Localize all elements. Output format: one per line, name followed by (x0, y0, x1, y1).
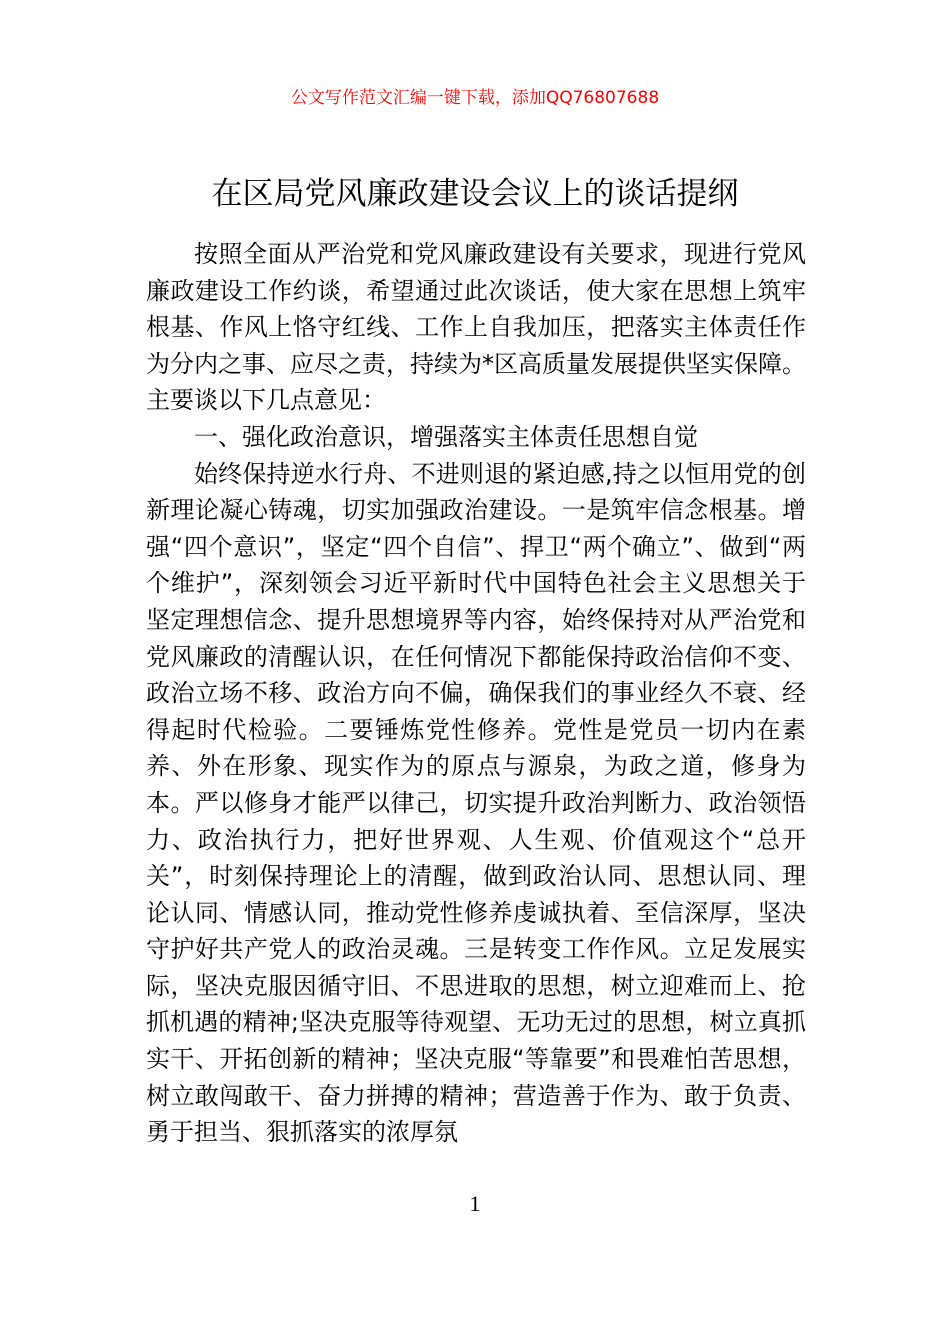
document-body (146, 236, 806, 1151)
download-notice: 公文写作范文汇编一键下载，添加QQ76807688 (290, 88, 660, 108)
section-heading: 一、强化政治意识，增强落实主体责任思想自觉 (194, 422, 698, 451)
body-paragraph: 始终保持逆水行舟、不进则退的紧迫感,持之以恒用党的创新理论凝心铸魂，切实加强政治建设。一是筑牢信念根基。增强“四个意识”，坚定“四个自信”、捍卫“两个确立”、做到“两个维护”，深刻领会习近平新时代中国特色社会主义思想关于坚定理想信念、提升思想境界等内容，始终保持对从严治党和党风廉政的清醒认识，在任何情况下都能保持政治信仰不变、政治立场不移、政治方向不偏，确保我们的事业经久不衰、经得起时代检验。二要锤炼党性修养。党性是党员一切内在素养、外在形象、现实作为的原点与源泉，为政之道，修身为本。严以修身才能严以律己，切实提升政治判断力、政治领悟力、政治执行力，把好世界观、人生观、价值观这个“总开关”，时刻保持理论上的清醒，做到政治认同、思想认同、理论认同、情感认同，推动党性修养虔诚执着、至信深厚，坚决守护好共产党人的政治灵魂。三是转变工作作风。立足发展实际，坚决克服因循守旧、不思进取的思想，树立迎难而上、抢抓机遇的精神;坚决克服等待观望、无功无过的思想，树立真抓实干、开拓创新的精神；坚决克服“等靠要”和畏难怕苦思想，树立敢闯敢干、奋力拼搏的精神；营造善于作为、敢于负责、勇于担当、狠抓落实的浓厚氛 (146, 459, 806, 1147)
document-title: 在区局党风廉政建设会议上的谈话提纲 (211, 176, 739, 212)
page-number: 1 (469, 1191, 481, 1216)
intro-paragraph: 按照全面从严治党和党风廉政建设有关要求，现进行党风廉政建设工作约谈，希望通过此次谈话，使大家在思想上筑牢根基、作风上恪守红线、工作上自我加压，把落实主体责任作为分内之事、应尽之责，持续为*区高质量发展提供坚实保障。主要谈以下几点意见： (146, 240, 806, 415)
